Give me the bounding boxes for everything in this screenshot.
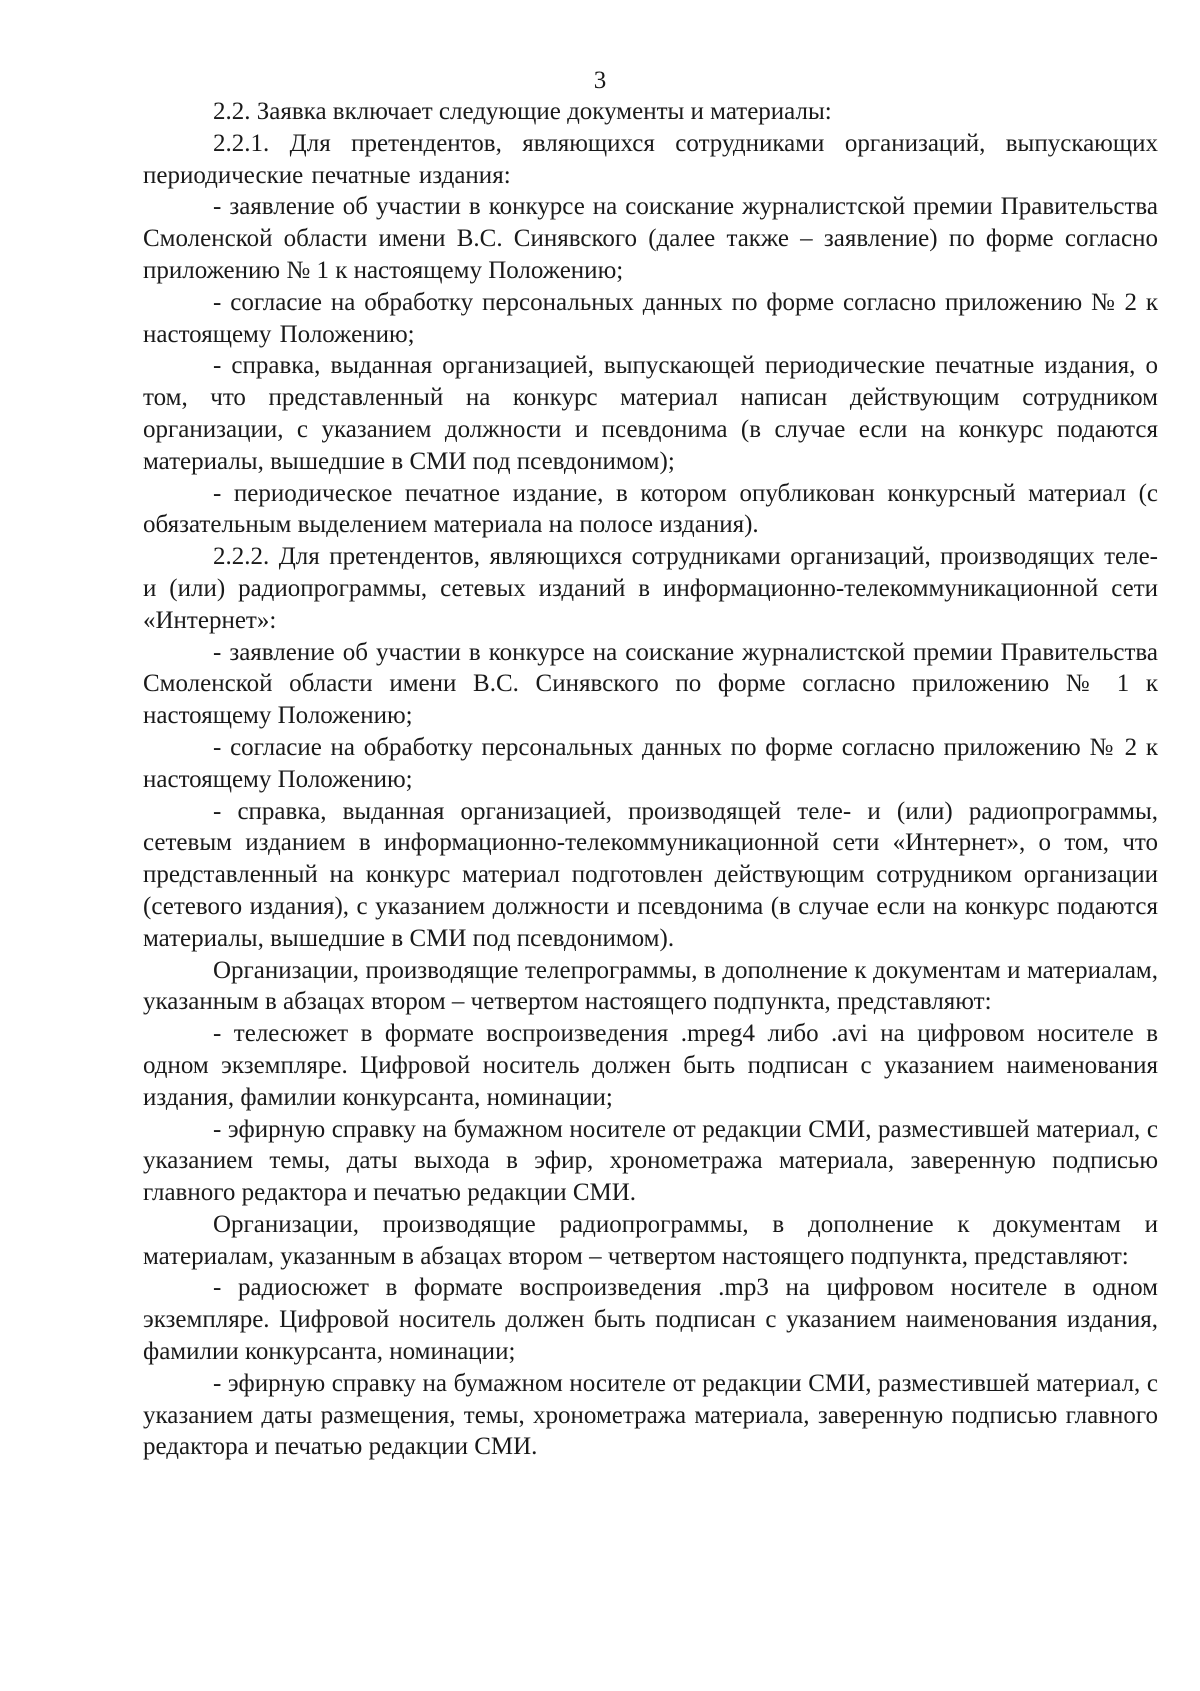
list-item-radio-broadcast-certificate: - эфирную справку на бумажном носителе от редакции СМИ, разместившей материал, с указанием даты размещения, темы, хронометража материала, заверенную подписью главного редактора и печатью редакции СМИ.: [143, 1369, 1158, 1461]
list-item-periodical: - периодическое печатное издание, в котором опубликован конкурсный материал (с обязательным выделением материала на полосе издания).: [143, 479, 1158, 539]
list-item-radio-story: - радиосюжет в формате воспроизведения .mp3 на цифровом носителе в одном экземпляре. Цифровой носитель должен быть подписан с указанием наименования издания, фамилии конкурсанта, номинации;: [143, 1274, 1158, 1366]
list-item-consent: - согласие на обработку персональных данных по форме согласно приложению № 2 к настоящему Положению;: [143, 288, 1158, 348]
tv-organizations-paragraph: Организации, производящие телепрограммы, в дополнение к документам и материалам, указанным в абзацах втором – четвертом настоящего подпункта, представляют:: [143, 956, 1158, 1016]
subsection-2-2-1: 2.2.1. Для претендентов, являющихся сотрудниками организаций, выпускающих периодические печатные издания:: [143, 129, 1158, 189]
list-item-tv-story: - телесюжет в формате воспроизведения .mpeg4 либо .avi на цифровом носителе в одном экземпляре. Цифровой носитель должен быть подписан с указанием наименования издания, фамилии конкурсанта, номинации;: [143, 1020, 1158, 1111]
list-item-application: - заявление об участии в конкурсе на соискание журналистской премии Правительства Смоленской области имени В.С. Синявского (далее также – заявление) по форме согласно приложению № 1 к настоящему Положению;: [143, 193, 1158, 284]
page-number: 3: [593, 67, 607, 94]
subsection-2-2-2: 2.2.2. Для претендентов, являющихся сотрудниками организаций, производящих теле- и (или) радиопрограммы, сетевых изданий в информационно-телекоммуникационной сети «Интернет»:: [143, 543, 1158, 634]
radio-organizations-paragraph: Организации, производящие радиопрограммы, в дополнение к документам и материалам, указанным в абзацах втором – четвертом настоящего подпункта, представляют:: [143, 1210, 1158, 1270]
section-heading-2-2: 2.2. Заявка включает следующие документы и материалы:: [213, 98, 832, 125]
document-body: [143, 96, 1158, 1463]
list-item-application-2: - заявление об участии в конкурсе на соискание журналистской премии Правительства Смоленской области имени В.С. Синявского по форме согласно приложению № 1 к настоящему Положению;: [143, 638, 1158, 730]
list-item-certificate: - справка, выданная организацией, выпускающей периодические печатные издания, о том, что представленный на конкурс материал написан действующим сотрудником организации, с указанием должности и псевдонима (в случае если на конкурс подаются материалы, вышедшие в СМИ под псевдонимом);: [143, 352, 1158, 475]
list-item-consent-2: - согласие на обработку персональных данных по форме согласно приложению № 2 к настоящему Положению;: [143, 733, 1158, 793]
list-item-tv-broadcast-certificate: - эфирную справку на бумажном носителе от редакции СМИ, разместившей материал, с указанием темы, даты выхода в эфир, хронометража материала, заверенную подписью главного редактора и печатью редакции СМИ.: [143, 1115, 1158, 1207]
list-item-certificate-2: - справка, выданная организацией, производящей теле- и (или) радиопрограммы, сетевым изданием в информационно-телекоммуникационной сети «Интернет», о том, что представленный на конкурс материал подготовлен действующим сотрудником организации (сетевого издания), с указанием должности и псевдонима (в случае если на конкурс подаются материалы, вышедшие в СМИ под псевдонимом).: [143, 797, 1158, 952]
